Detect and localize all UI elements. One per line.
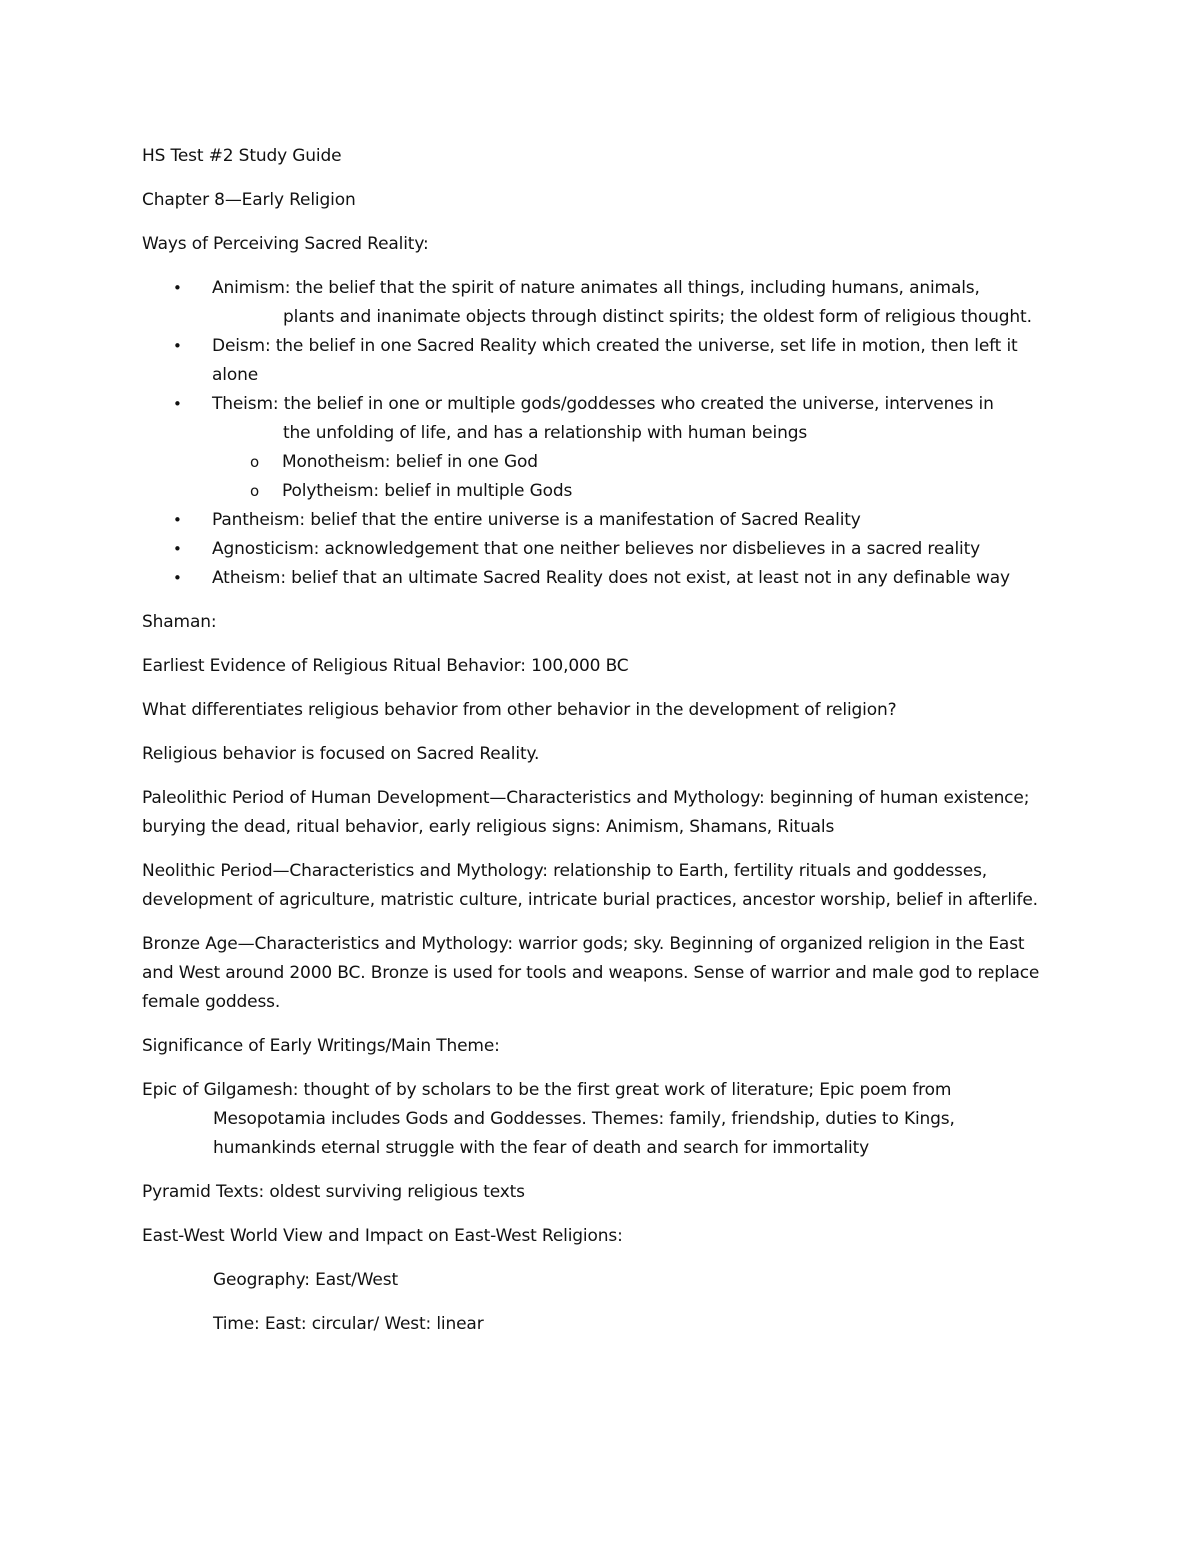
time-line: Time: East: circular/ West: linear xyxy=(213,1314,484,1334)
sub-list-item xyxy=(142,477,1060,506)
earliest-evidence: Earliest Evidence of Religious Ritual Behavior: 100,000 BC xyxy=(142,656,629,676)
bullet-icon: • xyxy=(173,569,182,587)
list-item xyxy=(142,274,1060,332)
pyramid-texts: Pyramid Texts: oldest surviving religious texts xyxy=(142,1182,525,1202)
list-item xyxy=(142,535,1060,564)
list-item xyxy=(142,506,1060,535)
bullet-icon: • xyxy=(173,279,182,297)
item-text: Theism: the belief in one or multiple gods/goddesses who created the universe, intervenes in xyxy=(212,394,994,414)
item-text: Animism: the belief that the spirit of nature animates all things, including humans, animals, xyxy=(212,278,980,298)
theism-sublist xyxy=(212,448,1060,506)
item-text: Pantheism: belief that the entire universe is a manifestation of Sacred Reality xyxy=(212,510,861,530)
item-continuation: the unfolding of life, and has a relationship with human beings xyxy=(283,423,808,443)
document-title: HS Test #2 Study Guide xyxy=(142,146,342,166)
gilgamesh-first-line: Epic of Gilgamesh: thought of by scholars to be the first great work of literature; Epic poem from xyxy=(142,1080,952,1100)
gilgamesh-continuation: Mesopotamia includes Gods and Goddesses. Themes: family, friendship, duties to Kings, humankinds eternal struggle with the fear of death and search for immortality xyxy=(213,1109,955,1158)
significance-heading: Significance of Early Writings/Main Theme: xyxy=(142,1036,500,1056)
sub-bullet-icon: o xyxy=(250,482,260,500)
bullet-icon: • xyxy=(173,540,182,558)
bullet-icon: • xyxy=(173,511,182,529)
item-text: Atheism: belief that an ultimate Sacred Reality does not exist, at least not in any definable way xyxy=(212,568,1010,588)
bullet-icon: • xyxy=(173,395,182,413)
sub-list-item xyxy=(142,448,1060,477)
shaman-heading: Shaman: xyxy=(142,612,217,632)
list-item xyxy=(142,332,1060,390)
sub-bullet-icon: o xyxy=(250,453,260,471)
ways-heading: Ways of Perceiving Sacred Reality: xyxy=(142,234,429,254)
neolithic-paragraph: Neolithic Period—Characteristics and Mythology: relationship to Earth, fertility rituals and goddesses, development of agriculture, matristic culture, intricate burial practices, ancestor worship, belief in afterlife. xyxy=(142,861,1038,910)
item-continuation: plants and inanimate objects through distinct spirits; the oldest form of religious thought. xyxy=(283,307,1032,327)
paleolithic-paragraph: Paleolithic Period of Human Development—Characteristics and Mythology: beginning of human existence; burying the dead, ritual behavior, early religious signs: Animism, Shamans, Rituals xyxy=(142,788,1030,837)
list-item xyxy=(142,390,1060,506)
bullet-icon: • xyxy=(173,337,182,355)
list-item xyxy=(142,564,1060,593)
geography-line: Geography: East/West xyxy=(213,1270,398,1290)
question-text: What differentiates religious behavior from other behavior in the development of religion? xyxy=(142,700,897,720)
gilgamesh-paragraph xyxy=(142,1076,1060,1163)
sub-item-text: Polytheism: belief in multiple Gods xyxy=(282,481,573,501)
east-west-heading: East-West World View and Impact on East-West Religions: xyxy=(142,1226,623,1246)
item-text: Agnosticism: acknowledgement that one neither believes nor disbelieves in a sacred reality xyxy=(212,539,981,559)
item-text: Deism: the belief in one Sacred Reality which created the universe, set life in motion, then left it alone xyxy=(212,336,1018,385)
bronze-age-paragraph: Bronze Age—Characteristics and Mythology: warrior gods; sky. Beginning of organized religion in the East and West around 2000 BC. Bronze is used for tools and weapons. Sense of warrior and male god to replace female goddess. xyxy=(142,934,1040,1012)
beliefs-list xyxy=(142,274,1060,593)
chapter-heading: Chapter 8—Early Religion xyxy=(142,190,356,210)
answer-text: Religious behavior is focused on Sacred Reality. xyxy=(142,744,540,764)
sub-item-text: Monotheism: belief in one God xyxy=(282,452,538,472)
